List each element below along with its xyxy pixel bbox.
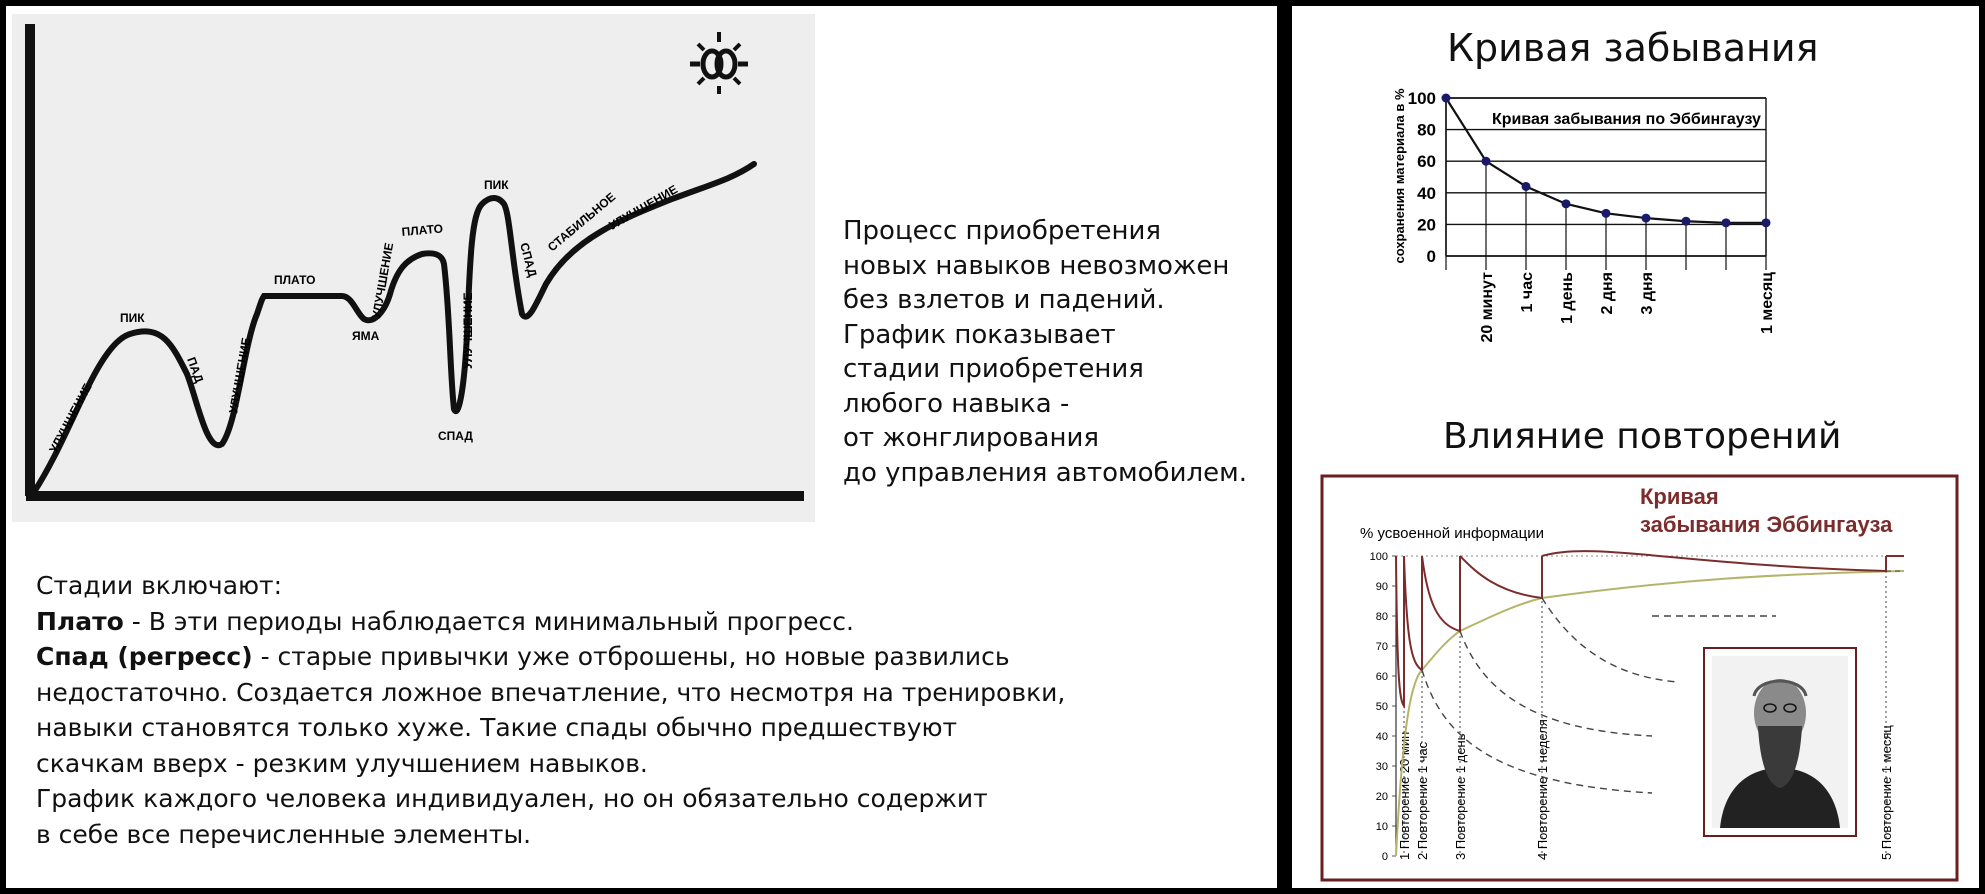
inner-chart-title: Кривая забывания по Эббингаузу [1492,111,1761,128]
label-stable-2: УЛУЧШЕНИЕ [606,182,680,233]
repetition-label: 5 Повторение 1 месяц [1879,725,1894,860]
label-improvement-2: УЛУЧШЕНИЕ [226,336,254,415]
chart2-title-line2: забывания Эббингауза [1640,512,1893,537]
repetition-label: 2 Повторение 1 час [1415,741,1430,860]
data-point [1482,157,1491,166]
stages-heading: Стадии включают: [36,571,283,600]
right-panel [1292,6,1979,888]
stages-description [36,568,1216,852]
forgetting-chart [1292,66,1979,396]
y-tick-label: 60 [1417,152,1436,172]
intro-line: График показывает [843,319,1116,350]
intro-line: стадии приобретения [843,354,1144,384]
x-tick-label: 1 час [1519,272,1536,313]
label-pit: ЯМА [352,329,380,343]
stages-line: в себе все перечисленные элементы. [36,819,532,849]
stages-line: навыки становятся только хуже. Такие спады обычно предшествуют [36,713,958,742]
intro-line: новых навыков невозможен [843,250,1230,281]
intro-line: от жонглирования [843,423,1100,453]
label-drop-2: СПАД [438,429,473,443]
y-tick-label: 50 [1375,701,1388,713]
regress-definition [36,639,1216,675]
y-tick-label: 40 [1375,731,1388,743]
forgetting-curve-title: Кривая забывания [1447,26,1819,70]
y-tick-label: 20 [1375,791,1388,803]
label-drop-1: ПАД [184,355,207,385]
regress-term: Спад (регресс) [36,642,253,671]
y-axis-label: % усвоенной информации [1360,525,1544,542]
y-tick-label: 70 [1375,641,1388,653]
y-tick-label: 0 [1426,247,1436,266]
y-axis-label: сохранения материала в % [1392,88,1407,264]
skill-curve-svg [12,14,815,522]
y-tick-label: 20 [1417,215,1436,235]
y-tick-label: 80 [1375,611,1388,623]
y-tick-label: 0 [1381,851,1388,863]
y-tick-label: 30 [1375,761,1388,773]
stages-line: График каждого человека индивидуален, но он обязательно содержит [36,784,988,813]
data-point [1522,182,1531,191]
plateau-desc: - В эти периоды наблюдается минимальный прогресс. [123,606,854,636]
repetition-label: 3 Повторение 1 день [1453,733,1468,860]
x-tick-label: 2 дня [1599,272,1616,315]
repetition-title: Влияние повторений [1443,416,1842,457]
skill-curve-sketch [12,14,815,522]
plateau-definition [36,604,1216,640]
juggler-icon [690,32,748,94]
intro-paragraph [843,214,1273,490]
y-tick-label: 60 [1375,671,1388,683]
repetition-label: 1 Повторение 20 мин [1397,731,1412,860]
x-tick-label: 20 минут [1479,272,1496,343]
data-point [1722,218,1731,227]
regress-desc: - старые привычки уже отброшены, но новые развились [252,642,1010,671]
y-tick-label: 100 [1407,89,1436,108]
label-improvement-4: УЛУЧШЕНИЕ [461,292,475,369]
label-stable-1: СТАБИЛЬНОЕ [544,189,619,255]
ebbinghaus-portrait [1704,648,1856,836]
stages-line: недостаточно. Создается ложное впечатление, что несмотря на тренировки, [36,677,1066,707]
left-panel [6,6,1277,888]
label-peak-1: ПИК [120,311,145,325]
data-point [1682,217,1691,226]
y-tick-label: 100 [1369,551,1388,563]
data-point [1762,218,1771,227]
x-tick-label: 3 дня [1639,272,1656,315]
x-tick-label: 1 месяц [1759,272,1776,334]
label-plateau-2: ПЛАТО [401,221,444,239]
y-tick-label: 80 [1417,120,1436,140]
data-point [1562,199,1571,208]
data-point [1642,214,1651,223]
y-tick-label: 90 [1375,581,1388,593]
label-improvement-1: УЛУЧШЕНИЕ [46,381,95,456]
plateau-term: Плато [36,606,124,636]
label-improvement-3: УЛУЧШЕНИЕ [369,241,397,320]
chart2-title-line1: Кривая [1640,484,1719,509]
label-peak-2: ПИК [484,178,509,192]
y-tick-label: 10 [1375,821,1388,833]
data-point [1602,209,1611,218]
intro-line: Процесс приобретения [843,216,1162,246]
repetition-label: 4 Повторение 1 неделя [1535,719,1550,860]
data-point [1442,94,1451,103]
repetition-chart [1292,468,1979,888]
stages-line: скачкам вверх - резким улучшением навыков. [36,748,648,778]
label-drop-3: СПАД [517,241,540,279]
intro-line: без взлетов и падений. [843,285,1165,315]
x-tick-label: 1 день [1559,272,1576,324]
y-tick-label: 40 [1417,183,1436,203]
intro-line: до управления автомобилем. [843,457,1247,488]
label-plateau-1: ПЛАТО [274,273,316,287]
intro-line: любого навыка - [843,388,1070,419]
